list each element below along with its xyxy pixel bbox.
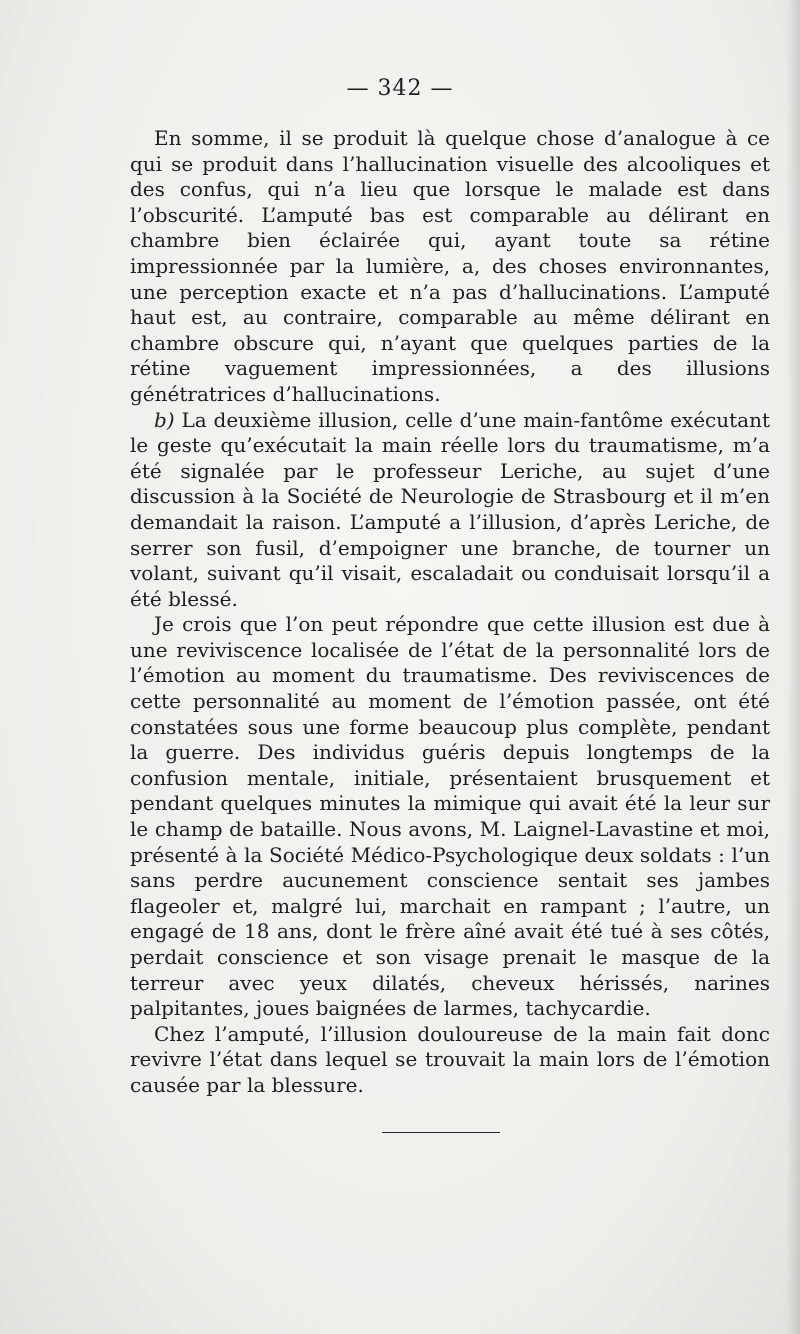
paragraph-2-label: b) — [154, 407, 175, 432]
page-number: — 342 — — [346, 76, 454, 101]
page-edge-shadow — [786, 0, 800, 1334]
paragraph-1: En somme, il se produit là quelque chose d’analogue à ce qui se produit dans l’hallucination visuelle des alcooliques et des confus, qui n’a lieu que lorsque le malade est dans l’obscurité. L’amputé bas est comparable au délirant en chambre bien éclairée qui, ayant toute sa rétine impressionnée par la lumière, a, des choses environnantes, une perception exacte et n’a pas d’hallucinations. L’amputé haut est, au contraire, comparable au même délirant en chambre obscure qui, n’ayant que quelques parties de la rétine vaguement impressionnées, a des illusions génétratrices d’hallucinations. — [130, 126, 770, 406]
paragraph-2-text: La deuxième illusion, celle d’une main-fantôme exécutant le geste qu’exécutait la main réelle lors du traumatisme, m’a été signalée par le professeur Leriche, au sujet d’une discussion à la Société de Neurologie de Strasbourg et il m’en demandait la raison. L’amputé a l’illusion, d’après Leriche, de serrer son fusil, d’empoigner une branche, de tourner un volant, suivant qu’il visait, escaladait ou conduisait lorsqu’il a été blessé. — [130, 407, 770, 611]
body-text — [130, 126, 770, 1099]
paragraph-3: Je crois que l’on peut répondre que cette illusion est due à une reviviscence localisée de l’état de la personnalité lors de l’émotion au moment du traumatisme. Des reviviscences de cette personnalité au moment de l’émotion passée, ont été constatées sous une forme beaucoup plus complète, pendant la guerre. Des individus guéris depuis longtemps de la confusion mentale, initiale, présentaient brusquement et pendant quelques minutes la mimique qui avait été la leur sur le champ de bataille. Nous avons, M. Laignel-Lavastine et moi, présenté à la Société Médico-Psychologique deux soldats : l’un sans perdre aucunement conscience sentait ses jambes flageoler et, malgré lui, marchait en rampant ; l’autre, un engagé de 18 ans, dont le frère aîné avait été tué à ses côtés, perdait conscience et son visage prenait le masque de la terreur avec yeux dilatés, cheveux hérissés, narines palpitantes, joues baignées de larmes, tachycardie. — [130, 612, 770, 1021]
section-end-rule — [382, 1132, 500, 1133]
paragraph-2 — [130, 408, 770, 613]
paragraph-4: Chez l’amputé, l’illusion douloureuse de la main fait donc revivre l’état dans lequel se trouvait la main lors de l’émotion causée par la blessure. — [130, 1021, 770, 1097]
